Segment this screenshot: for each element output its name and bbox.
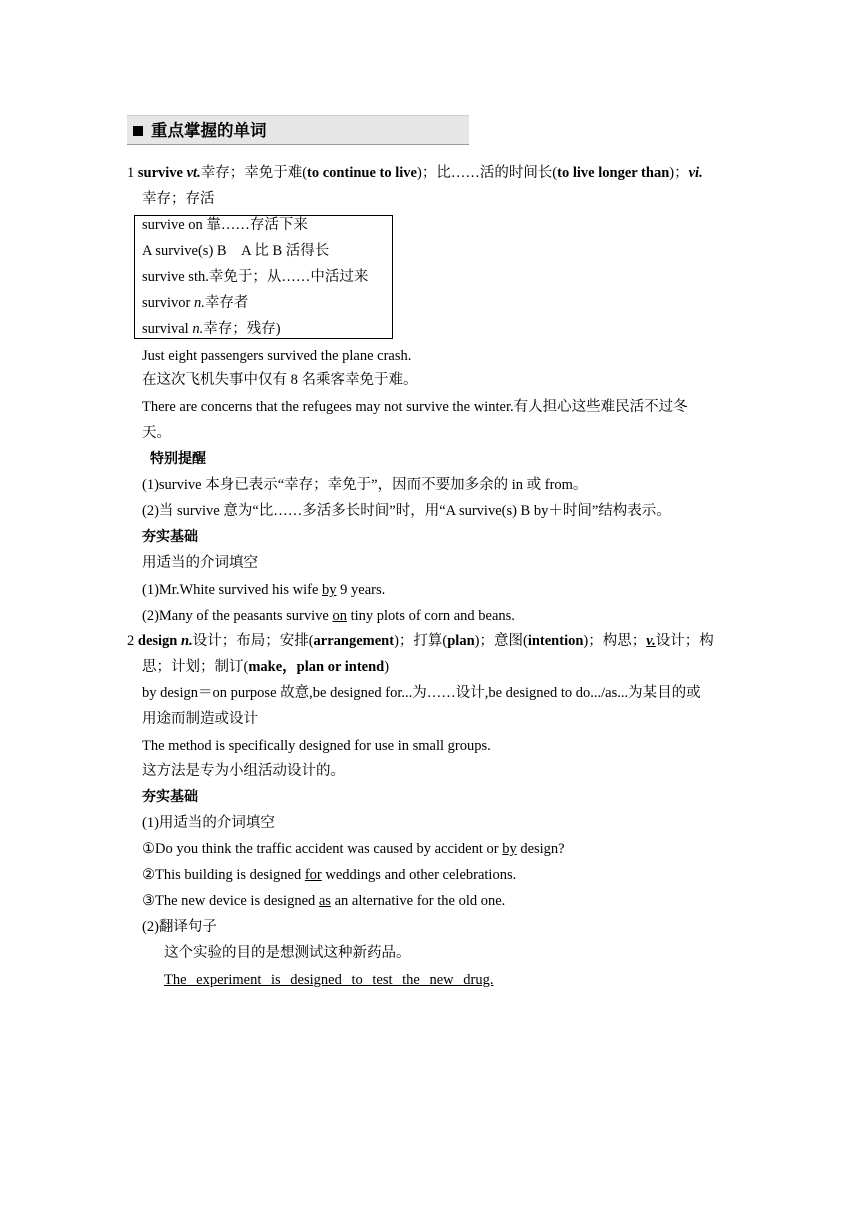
headword: design bbox=[137, 633, 178, 649]
drill-instruction: (1)用适当的介词填空 bbox=[142, 815, 275, 831]
example-en: There are concerns that the refugees may not survive the winter.有人担心这些难民活不过冬 bbox=[142, 399, 688, 415]
phrase-note: 用途而制造或设计 bbox=[142, 711, 258, 727]
answer-blank: for bbox=[304, 867, 322, 883]
entry-1-definition-cont: 幸存；存活 bbox=[142, 191, 215, 207]
phrase-line: A survive(s) B A 比 B 活得长 bbox=[142, 243, 330, 259]
answer-blank: as bbox=[318, 893, 331, 909]
tip-heading: 特别提醒 bbox=[150, 451, 206, 467]
translation-answer: The experiment is designed to test the new drug. bbox=[164, 972, 494, 988]
phrase-line: survivor n.幸存者 bbox=[142, 295, 249, 311]
drill-question: ①Do you think the traffic accident was caused by accident or by design? bbox=[142, 841, 565, 857]
entry-2-headline: 2 design n.设计；布局；安排(arrangement)；打算(plan)；意图(intention)；构思；v.设计；构 bbox=[127, 633, 714, 649]
answer-blank: on bbox=[332, 608, 347, 624]
phrase-note: by design＝on purpose 故意,be designed for...为……设计,be designed to do.../as...为某目的或 bbox=[142, 685, 701, 701]
drill-question: (2)Many of the peasants survive on tiny plots of corn and beans. bbox=[142, 608, 515, 624]
phrase-line: survival n.幸存；残存) bbox=[142, 321, 281, 337]
entry-1-headline: 1 survive vt.幸存；幸免于难(to continue to live)；比……活的时间长(to live longer than)；vi. bbox=[127, 165, 703, 181]
section-title: 重点掌握的单词 bbox=[151, 121, 267, 140]
drill-heading: 夯实基础 bbox=[142, 789, 198, 805]
example-cn: 这方法是专为小组活动设计的。 bbox=[142, 763, 345, 779]
drill-heading: 夯实基础 bbox=[142, 529, 198, 545]
example-cn: 天。 bbox=[142, 425, 171, 441]
drill-instruction: (2)翻译句子 bbox=[142, 919, 217, 935]
drill-question: ③The new device is designed as an alternative for the old one. bbox=[142, 893, 506, 909]
example-en: Just eight passengers survived the plane crash. bbox=[142, 348, 412, 364]
phrase-line: survive on 靠……存活下来 bbox=[142, 217, 308, 233]
drill-question: (1)Mr.White survived his wife by 9 years. bbox=[142, 582, 386, 598]
drill-question: ②This building is designed for weddings and other celebrations. bbox=[142, 867, 517, 883]
square-bullet-icon bbox=[133, 126, 143, 136]
example-cn: 在这次飞机失事中仅有 8 名乘客幸免于难。 bbox=[142, 372, 418, 388]
tip-line: (2)当 survive 意为“比……多活多长时间”时，用“A survive(s) B by＋时间”结构表示。 bbox=[142, 503, 671, 519]
section-header bbox=[127, 115, 469, 145]
drill-instruction: 用适当的介词填空 bbox=[142, 555, 258, 571]
headword: survive bbox=[137, 165, 183, 181]
phrase-line: survive sth.幸免于；从……中活过来 bbox=[142, 269, 369, 285]
example-en: The method is specifically designed for use in small groups. bbox=[142, 738, 491, 754]
answer-blank: by bbox=[502, 841, 517, 857]
answer-blank: by bbox=[322, 582, 337, 598]
entry-2-definition-cont: 思；计划；制订(make，plan or intend) bbox=[142, 659, 390, 675]
translation-prompt: 这个实验的目的是想测试这种新药品。 bbox=[164, 945, 411, 961]
tip-line: (1)survive 本身已表示“幸存；幸免于”，因而不要加多余的 in 或 from。 bbox=[142, 477, 588, 493]
